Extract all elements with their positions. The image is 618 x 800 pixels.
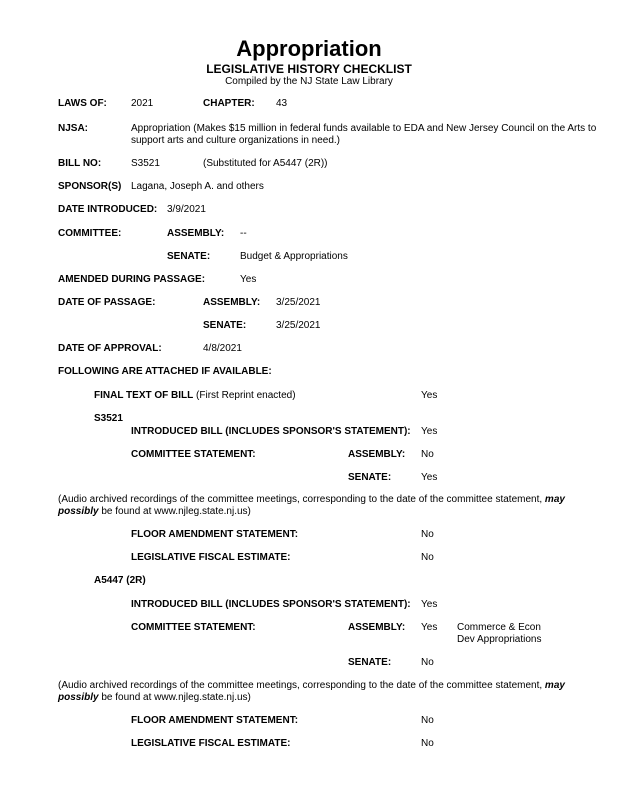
date-of-approval-label: DATE OF APPROVAL: <box>58 343 162 354</box>
njsa-label: NJSA: <box>58 123 89 134</box>
s3521-heading: S3521 <box>94 413 123 424</box>
a5447-senate-label: SENATE: <box>348 657 392 668</box>
s3521-senate-value: Yes <box>421 472 438 483</box>
laws-of-value: 2021 <box>131 98 154 109</box>
s3521-introduced-value: Yes <box>421 426 438 437</box>
compiled-by: Compiled by the NJ State Law Library <box>225 76 393 87</box>
committee-label: COMMITTEE: <box>58 228 122 239</box>
date-of-approval-value: 4/8/2021 <box>203 343 242 354</box>
s3521-fiscal-value: No <box>421 552 434 563</box>
s3521-committee-label: COMMITTEE STATEMENT: <box>131 449 256 460</box>
a5447-introduced-value: Yes <box>421 599 438 610</box>
a5447-assembly-value: Yes <box>421 622 438 633</box>
bill-no-label: BILL NO: <box>58 158 102 169</box>
page-subtitle: LEGISLATIVE HISTORY CHECKLIST <box>206 62 412 76</box>
s3521-audio-note <box>58 494 606 518</box>
a5447-audio-note <box>58 680 606 704</box>
a5447-assembly-label: ASSEMBLY: <box>348 622 406 633</box>
bill-substituted: (Substituted for A5447 (2R)) <box>203 158 328 169</box>
passage-assembly-label: ASSEMBLY: <box>203 297 261 308</box>
passage-senate-value: 3/25/2021 <box>276 320 321 331</box>
amended-label: AMENDED DURING PASSAGE: <box>58 274 206 285</box>
a5447-floor-value: No <box>421 715 434 726</box>
chapter-value: 43 <box>276 98 288 109</box>
audio-note-text: (Audio archived recordings of the committee meetings, corresponding to the date of the committee statement, <box>58 680 545 691</box>
final-text-label: FINAL TEXT OF BILL <box>94 390 194 401</box>
s3521-assembly-label: ASSEMBLY: <box>348 449 406 460</box>
s3521-floor-value: No <box>421 529 434 540</box>
audio-note-text: (Audio archived recordings of the committee meetings, corresponding to the date of the committee statement, <box>58 494 545 505</box>
following-heading: FOLLOWING ARE ATTACHED IF AVAILABLE: <box>58 366 272 377</box>
s3521-assembly-value: No <box>421 449 434 460</box>
passage-senate-label: SENATE: <box>203 320 247 331</box>
a5447-introduced-label: INTRODUCED BILL (INCLUDES SPONSOR'S STATEMENT): <box>131 599 411 610</box>
sponsors-label: SPONSOR(S) <box>58 181 122 192</box>
bill-no-value: S3521 <box>131 158 160 169</box>
a5447-senate-value: No <box>421 657 434 668</box>
a5447-fiscal-label: LEGISLATIVE FISCAL ESTIMATE: <box>131 738 291 749</box>
sponsors-value: Lagana, Joseph A. and others <box>131 181 264 192</box>
date-introduced-value: 3/9/2021 <box>167 204 206 215</box>
s3521-senate-label: SENATE: <box>348 472 392 483</box>
njsa-value: Appropriation (Makes $15 million in federal funds available to EDA and New Jersey Council on the Arts to support arts and culture organizations in need.) <box>131 123 597 146</box>
committee-assembly-label: ASSEMBLY: <box>167 228 225 239</box>
date-introduced-label: DATE INTRODUCED: <box>58 204 158 215</box>
audio-note-emphasis: may possibly <box>58 680 565 703</box>
final-text-row <box>94 390 296 402</box>
a5447-heading: A5447 (2R) <box>94 575 146 586</box>
s3521-introduced-label: INTRODUCED BILL (INCLUDES SPONSOR'S STATEMENT): <box>131 426 411 437</box>
final-text-note: (First Reprint enacted) <box>196 390 296 401</box>
s3521-floor-label: FLOOR AMENDMENT STATEMENT: <box>131 529 299 540</box>
chapter-label: CHAPTER: <box>203 98 255 109</box>
a5447-assembly-committee: Commerce & Econ Dev Appropriations <box>457 622 542 645</box>
page-title: Appropriation <box>236 36 382 61</box>
a5447-floor-label: FLOOR AMENDMENT STATEMENT: <box>131 715 299 726</box>
final-text-value: Yes <box>421 390 438 401</box>
audio-note-emphasis: may possibly <box>58 494 565 517</box>
committee-senate-value: Budget & Appropriations <box>240 251 348 262</box>
passage-assembly-value: 3/25/2021 <box>276 297 321 308</box>
s3521-fiscal-label: LEGISLATIVE FISCAL ESTIMATE: <box>131 552 291 563</box>
laws-of-label: LAWS OF: <box>58 98 107 109</box>
audio-note-link-text: be found at www.njleg.state.nj.us) <box>98 506 251 517</box>
committee-assembly-value: -- <box>240 228 247 239</box>
date-of-passage-label: DATE OF PASSAGE: <box>58 297 156 308</box>
a5447-committee-label: COMMITTEE STATEMENT: <box>131 622 256 633</box>
a5447-fiscal-value: No <box>421 738 434 749</box>
audio-note-link-text: be found at www.njleg.state.nj.us) <box>98 692 251 703</box>
committee-senate-label: SENATE: <box>167 251 211 262</box>
amended-value: Yes <box>240 274 257 285</box>
